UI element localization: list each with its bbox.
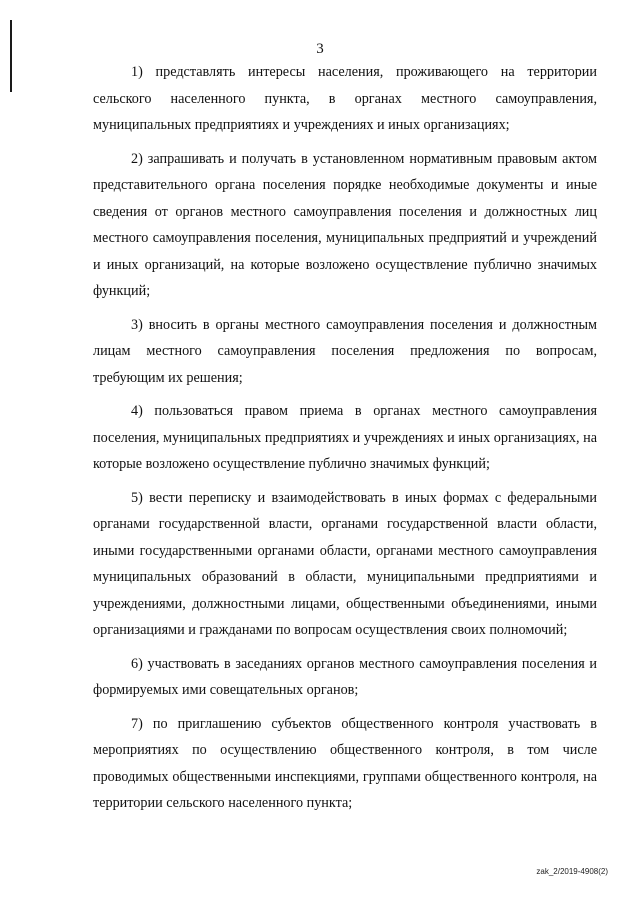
paragraph-item-5: 5) вести переписку и взаимодействовать в иных формах с федеральными органами государственной власти, органами государственной власти области, иными государственными органами области, органами местного самоуправления муниципальных образований в области, муниципальными предприятиями и учреждениями, должностными лицами, общественными объединениями, иными организациями и гражданами по вопросам осуществления своих полномочий;: [93, 489, 597, 638]
paragraph-item-3: 3) вносить в органы местного самоуправления поселения и должностным лицам местного самоуправления поселения предложения по вопросам, требующим их решения;: [93, 316, 597, 386]
paragraph-item-6: 6) участвовать в заседаниях органов местного самоуправления поселения и формируемых ими совещательных органов;: [93, 655, 597, 698]
paragraph-item-2: 2) запрашивать и получать в установленном нормативным правовым актом представительного органа поселения порядке необходимые документы и иные сведения от органов местного самоуправления поселения и должностных лиц местного самоуправления поселения, муниципальных предприятий и учреждений и иных организаций, на которые возложено осуществление публично значимых функций;: [93, 150, 597, 299]
paragraph-item-7: 7) по приглашению субъектов общественного контроля участвовать в мероприятиях по осуществлению общественного контроля, в том числе проводимых общественными инспекциями, группами общественного контроля, на территории сельского населенного пункта;: [93, 715, 597, 811]
document-code: zak_2/2019-4908(2): [536, 867, 608, 876]
page-number: 3: [316, 41, 324, 57]
paragraph-item-4: 4) пользоваться правом приема в органах местного самоуправления поселения, муниципальных предприятиях и учреждениях и иных организациях, на которые возложено осуществление публично значимых функций;: [93, 403, 597, 472]
paragraph-item-1: 1) представлять интересы населения, проживающего на территории сельского населенного пункта, в органах местного самоуправления, муниципальных предприятиях и учреждениях и иных организациях;: [93, 64, 597, 133]
document-body: [93, 59, 597, 824]
